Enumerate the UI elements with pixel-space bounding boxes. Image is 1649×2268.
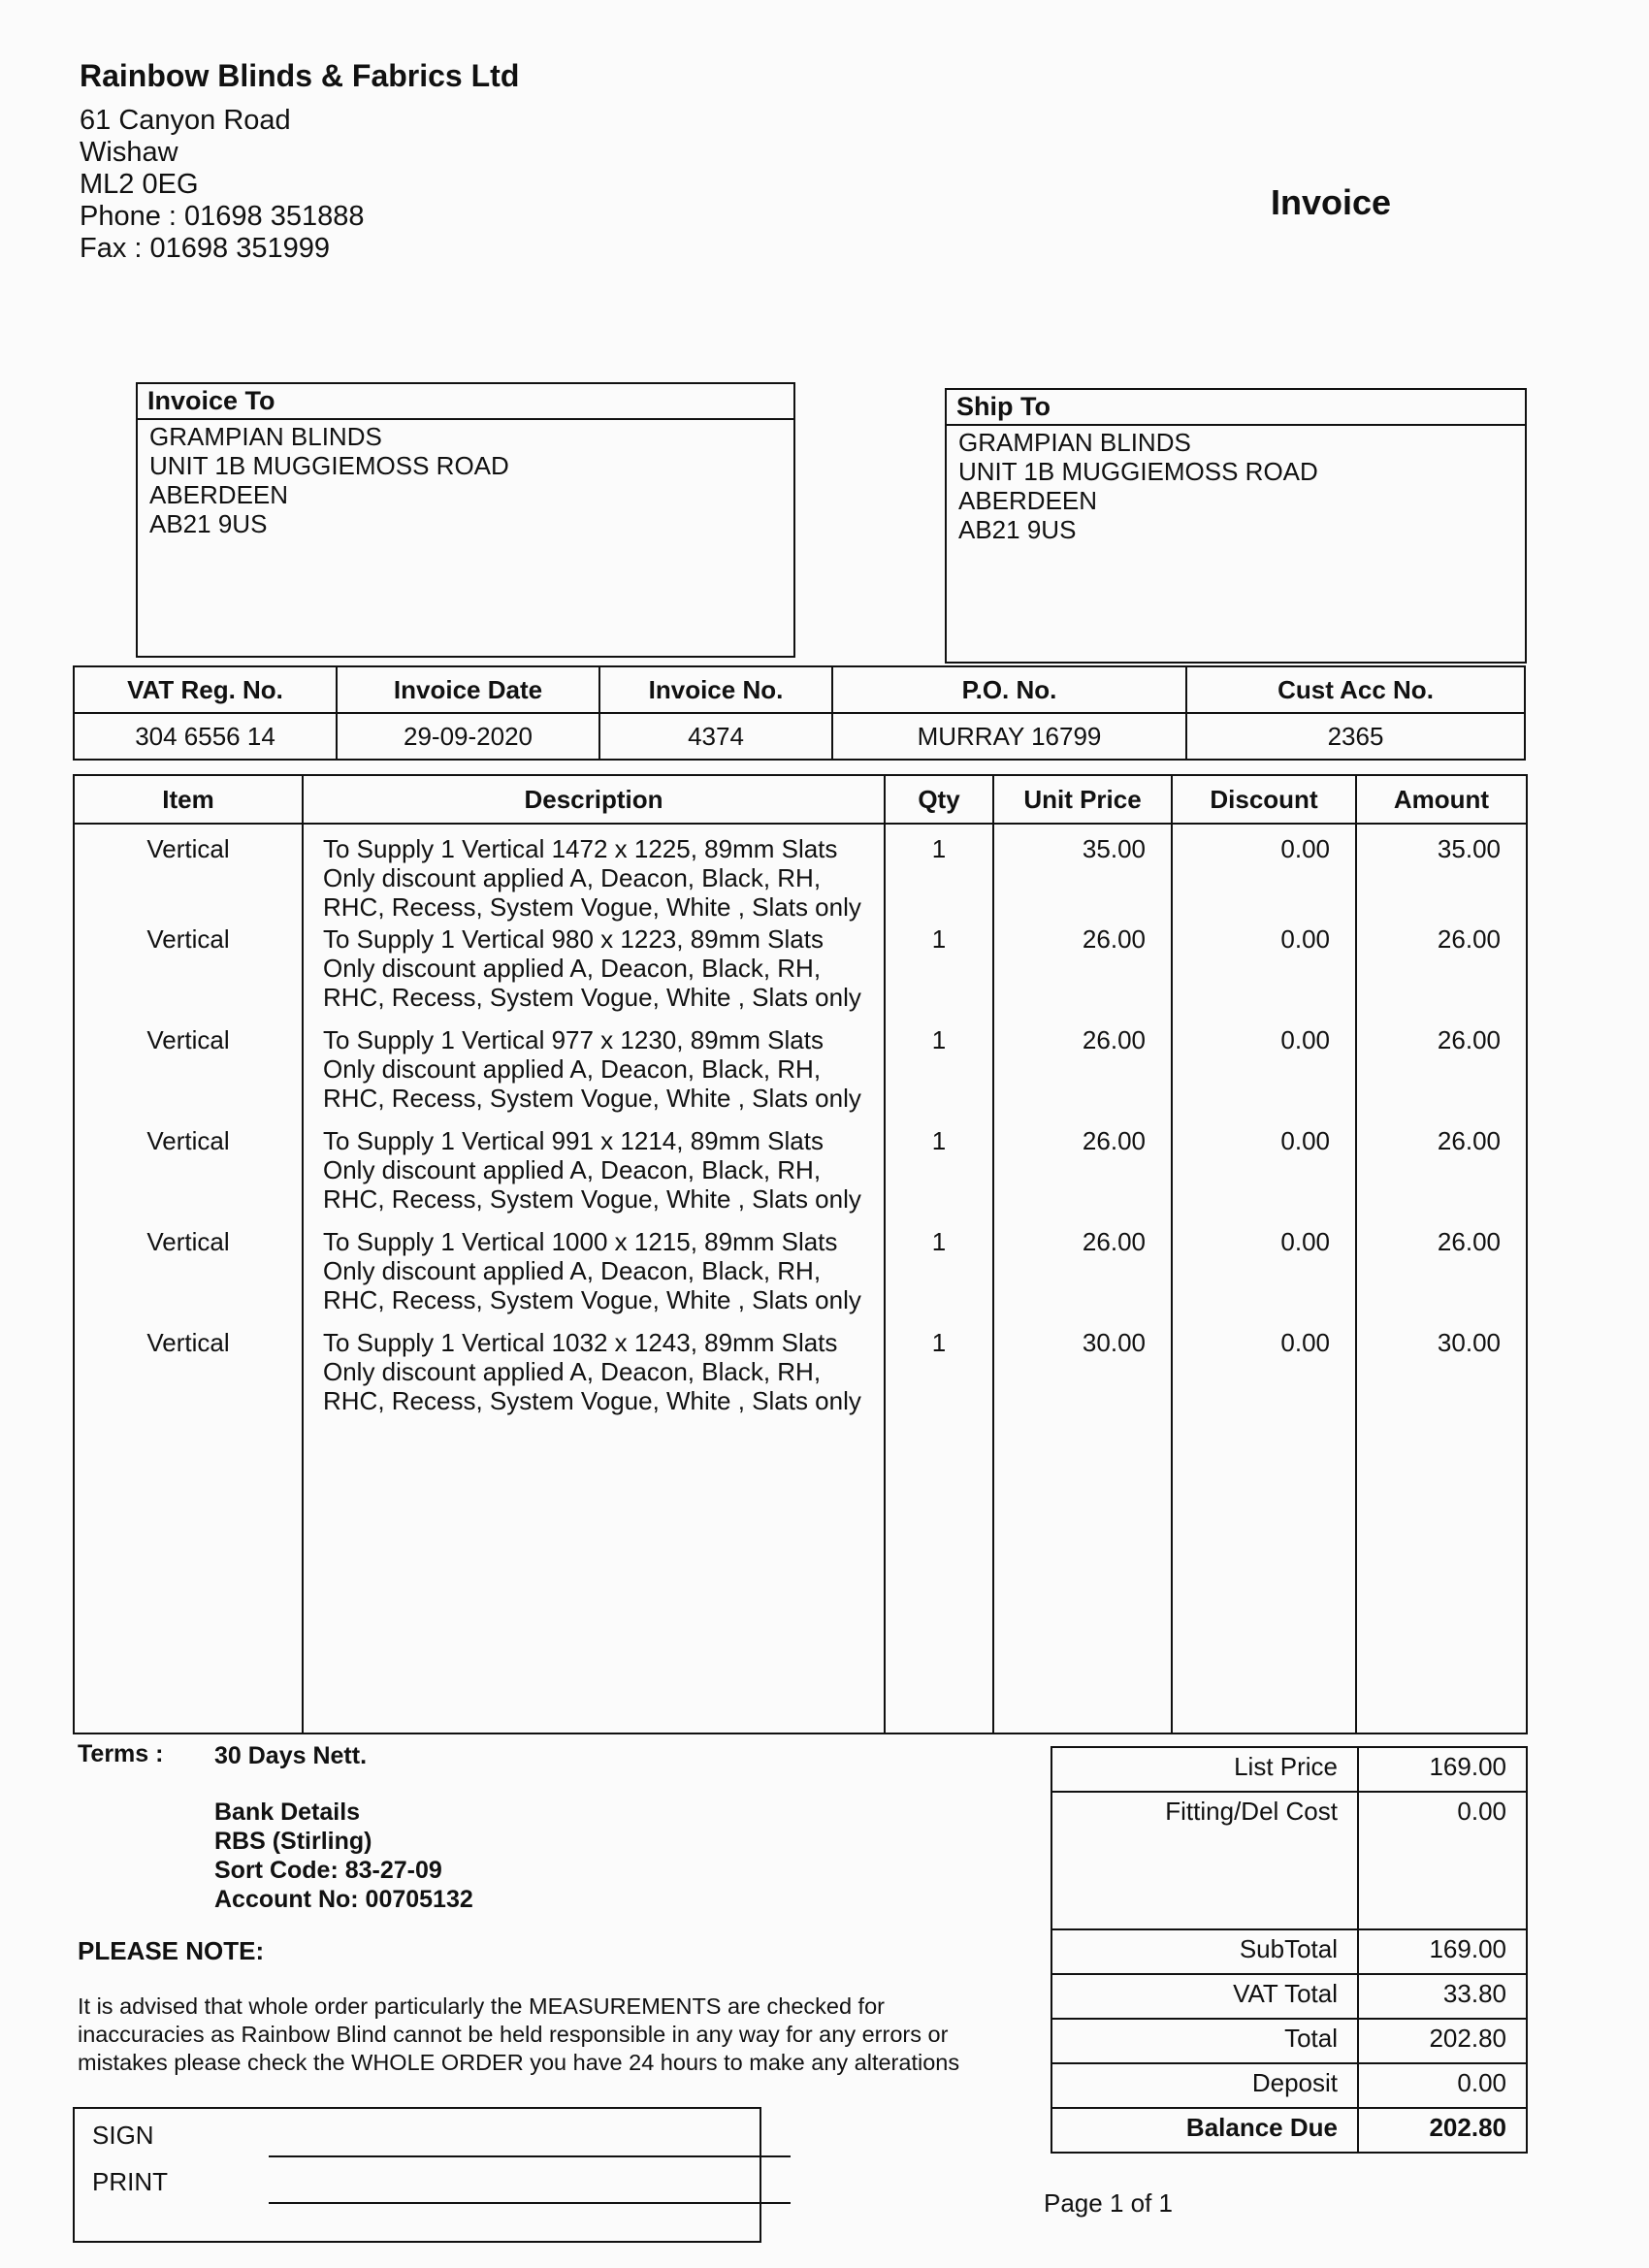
description-line: Only discount applied A, Deacon, Black, RH,: [323, 1256, 822, 1285]
totals-row: [1051, 1929, 1527, 1974]
description-line: Only discount applied A, Deacon, Black, RH,: [323, 1357, 822, 1386]
item-cell: Vertical: [74, 1227, 303, 1328]
description-cell: [303, 924, 885, 1025]
description-cell: [303, 1126, 885, 1227]
ship-to-address: [947, 426, 1525, 546]
balance-due-value: 202.80: [1358, 2108, 1527, 2153]
discount-cell: 0.00: [1172, 924, 1356, 1025]
invoice-to-line: ABERDEEN: [149, 480, 289, 509]
address-line: ML2 0EG: [80, 169, 199, 200]
ship-to-box: [945, 388, 1527, 664]
description-line: To Supply 1 Vertical 1472 x 1225, 89mm Slats: [323, 834, 838, 863]
document-title: Invoice: [1271, 182, 1392, 222]
col-header-amount: Amount: [1356, 775, 1527, 824]
invoice-to-line: UNIT 1B MUGGIEMOSS ROAD: [149, 451, 509, 480]
print-label: PRINT: [92, 2167, 168, 2196]
note-line: inaccuracies as Rainbow Blind cannot be held responsible in any way for any errors or: [78, 2022, 949, 2047]
table-row: [74, 824, 1527, 924]
totals-row: [1051, 1747, 1527, 1792]
amount-cell: 26.00: [1356, 1126, 1527, 1227]
line-items-table: [73, 774, 1528, 1734]
description-line: Only discount applied A, Deacon, Black, RH,: [323, 1155, 822, 1184]
unit-price-cell: 26.00: [993, 1227, 1172, 1328]
qty-cell: 1: [885, 1025, 993, 1126]
unit-price-cell: 30.00: [993, 1328, 1172, 1429]
totals-row: [1051, 2063, 1527, 2108]
address-line: Wishaw: [80, 137, 178, 168]
subtotal-label: SubTotal: [1051, 1929, 1358, 1974]
table-filler-row: [74, 1429, 1527, 1733]
item-cell: Vertical: [74, 824, 303, 924]
bank-details-heading: Bank Details: [214, 1798, 361, 1826]
ship-to-label: Ship To: [947, 390, 1525, 426]
sign-label: SIGN: [92, 2121, 154, 2150]
list-price-label: List Price: [1051, 1747, 1358, 1792]
subtotal-value: 169.00: [1358, 1929, 1527, 1974]
invoice-to-label: Invoice To: [138, 384, 793, 420]
col-header-discount: Discount: [1172, 775, 1356, 824]
amount-cell: 26.00: [1356, 1025, 1527, 1126]
unit-price-cell: 26.00: [993, 1126, 1172, 1227]
meta-header-po: P.O. No.: [832, 666, 1186, 713]
description-line: Only discount applied A, Deacon, Black, RH,: [323, 1054, 822, 1084]
sort-code: Sort Code: 83-27-09: [214, 1857, 442, 1884]
description-line: RHC, Recess, System Vogue, White , Slats only: [323, 983, 861, 1012]
description-cell: [303, 1025, 885, 1126]
meta-value-row: [74, 713, 1525, 760]
print-line[interactable]: [269, 2202, 791, 2204]
invoice-to-line: AB21 9US: [149, 509, 268, 538]
vat-label: VAT Total: [1051, 1974, 1358, 2019]
totals-table: [1051, 1746, 1528, 2154]
bank-details: [214, 1798, 473, 1914]
amount-cell: 35.00: [1356, 824, 1527, 924]
totals-row: [1051, 1974, 1527, 2019]
vat-reg-no: 304 6556 14: [74, 713, 337, 760]
meta-header-cust-acc: Cust Acc No.: [1186, 666, 1525, 713]
page-number: Page 1 of 1: [1044, 2188, 1173, 2218]
discount-cell: 0.00: [1172, 1227, 1356, 1328]
qty-cell: 1: [885, 1328, 993, 1429]
item-cell: Vertical: [74, 924, 303, 1025]
totals-row: [1051, 2108, 1527, 2153]
qty-cell: 1: [885, 1227, 993, 1328]
invoice-to-box: [136, 382, 795, 658]
description-cell: [303, 1328, 885, 1429]
ship-to-line: ABERDEEN: [958, 486, 1098, 515]
unit-price-cell: 26.00: [993, 924, 1172, 1025]
vat-value: 33.80: [1358, 1974, 1527, 2019]
amount-cell: 26.00: [1356, 924, 1527, 1025]
meta-header-row: [74, 666, 1525, 713]
unit-price-cell: 35.00: [993, 824, 1172, 924]
invoice-to-line: GRAMPIAN BLINDS: [149, 422, 382, 451]
description-line: RHC, Recess, System Vogue, White , Slats only: [323, 1084, 861, 1113]
address-line: 61 Canyon Road: [80, 105, 291, 136]
qty-cell: 1: [885, 924, 993, 1025]
item-cell: Vertical: [74, 1025, 303, 1126]
discount-cell: 0.00: [1172, 1126, 1356, 1227]
meta-header-date: Invoice Date: [337, 666, 599, 713]
bank-name: RBS (Stirling): [214, 1828, 372, 1855]
deposit-label: Deposit: [1051, 2063, 1358, 2108]
invoice-no: 4374: [599, 713, 832, 760]
table-row: [74, 1025, 1527, 1126]
discount-cell: 0.00: [1172, 1328, 1356, 1429]
invoice-meta-table: [73, 665, 1526, 761]
discount-cell: 0.00: [1172, 824, 1356, 924]
col-header-unit-price: Unit Price: [993, 775, 1172, 824]
description-line: To Supply 1 Vertical 977 x 1230, 89mm Slats: [323, 1025, 824, 1054]
fitting-label: Fitting/Del Cost: [1051, 1792, 1358, 1929]
description-line: To Supply 1 Vertical 1032 x 1243, 89mm Slats: [323, 1328, 838, 1357]
company-phone: Phone : 01698 351888: [80, 201, 365, 232]
terms-value: 30 Days Nett.: [214, 1742, 368, 1769]
unit-price-cell: 26.00: [993, 1025, 1172, 1126]
total-label: Total: [1051, 2019, 1358, 2063]
col-header-qty: Qty: [885, 775, 993, 824]
qty-cell: 1: [885, 824, 993, 924]
description-line: To Supply 1 Vertical 1000 x 1215, 89mm Slats: [323, 1227, 838, 1256]
signature-box: [73, 2107, 761, 2243]
po-no: MURRAY 16799: [832, 713, 1186, 760]
description-line: RHC, Recess, System Vogue, White , Slats only: [323, 1184, 861, 1214]
cust-acc-no: 2365: [1186, 713, 1525, 760]
total-value: 202.80: [1358, 2019, 1527, 2063]
discount-cell: 0.00: [1172, 1025, 1356, 1126]
item-cell: Vertical: [74, 1328, 303, 1429]
ship-to-line: AB21 9US: [958, 515, 1077, 544]
terms-label: Terms :: [78, 1740, 164, 1767]
note-line: mistakes please check the WHOLE ORDER you have 24 hours to make any alterations: [78, 2050, 960, 2075]
col-header-item: Item: [74, 775, 303, 824]
description-line: To Supply 1 Vertical 991 x 1214, 89mm Slats: [323, 1126, 824, 1155]
description-cell: [303, 1227, 885, 1328]
company-name: Rainbow Blinds & Fabrics Ltd: [80, 58, 520, 93]
items-header-row: [74, 775, 1527, 824]
description-line: RHC, Recess, System Vogue, White , Slats only: [323, 892, 861, 922]
company-fax: Fax : 01698 351999: [80, 233, 330, 264]
meta-header-invoice-no: Invoice No.: [599, 666, 832, 713]
table-row: [74, 1126, 1527, 1227]
ship-to-line: GRAMPIAN BLINDS: [958, 428, 1191, 457]
balance-due-label: Balance Due: [1051, 2108, 1358, 2153]
table-row: [74, 1227, 1527, 1328]
qty-cell: 1: [885, 1126, 993, 1227]
account-no: Account No: 00705132: [214, 1886, 473, 1913]
table-row: [74, 924, 1527, 1025]
note-line: It is advised that whole order particularly the MEASUREMENTS are checked for: [78, 1993, 885, 2019]
description-line: To Supply 1 Vertical 980 x 1223, 89mm Slats: [323, 924, 824, 954]
deposit-value: 0.00: [1358, 2063, 1527, 2108]
totals-row: [1051, 2019, 1527, 2063]
description-line: Only discount applied A, Deacon, Black, RH,: [323, 863, 822, 892]
invoice-date: 29-09-2020: [337, 713, 599, 760]
description-line: RHC, Recess, System Vogue, White , Slats only: [323, 1285, 861, 1314]
col-header-description: Description: [303, 775, 885, 824]
note-heading: PLEASE NOTE:: [78, 1936, 265, 1965]
company-address: [80, 105, 365, 265]
description-cell: [303, 824, 885, 924]
amount-cell: 26.00: [1356, 1227, 1527, 1328]
totals-row: [1051, 1792, 1527, 1929]
amount-cell: 30.00: [1356, 1328, 1527, 1429]
list-price-value: 169.00: [1358, 1747, 1527, 1792]
fitting-value: 0.00: [1358, 1792, 1527, 1929]
table-row: [74, 1328, 1527, 1429]
meta-header-vat: VAT Reg. No.: [74, 666, 337, 713]
ship-to-line: UNIT 1B MUGGIEMOSS ROAD: [958, 457, 1318, 486]
invoice-to-address: [138, 420, 793, 540]
note-text: [78, 1993, 1009, 2077]
item-cell: Vertical: [74, 1126, 303, 1227]
description-line: Only discount applied A, Deacon, Black, RH,: [323, 954, 822, 983]
description-line: RHC, Recess, System Vogue, White , Slats only: [323, 1386, 861, 1415]
sign-line[interactable]: [269, 2155, 791, 2157]
